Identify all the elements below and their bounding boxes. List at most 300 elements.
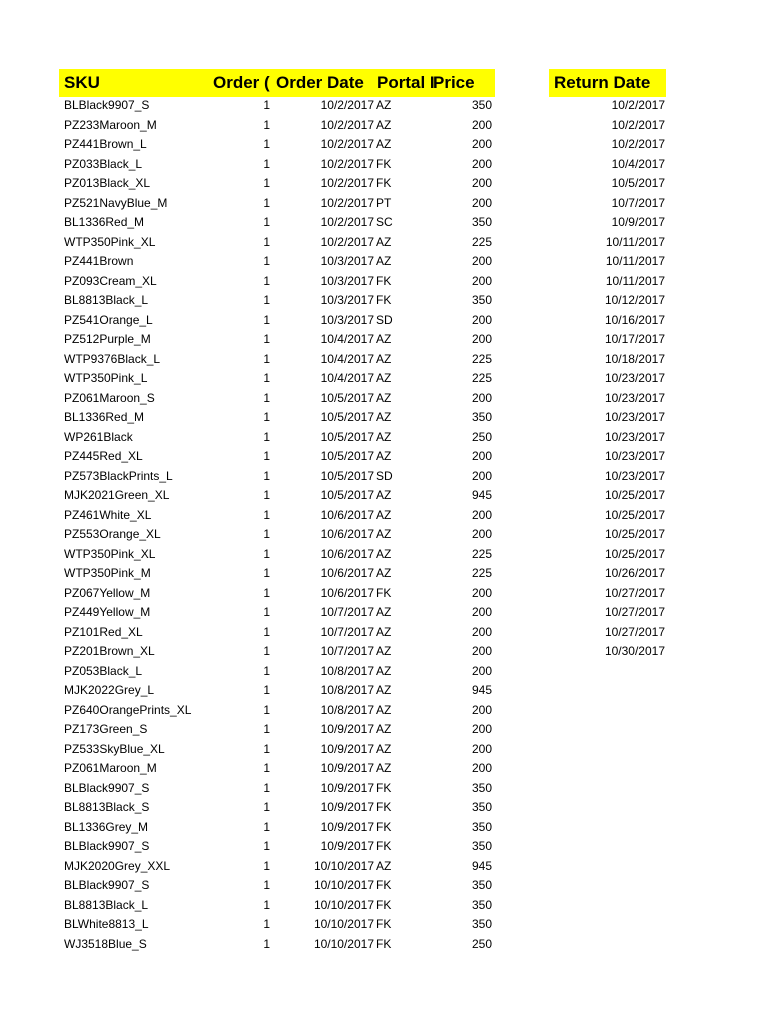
portal-cell[interactable]: AZ — [376, 488, 392, 502]
order-date-cell[interactable]: 10/10/2017 — [313, 858, 374, 873]
return-date-cell[interactable]: 10/7/2017 — [611, 195, 665, 210]
portal-cell[interactable]: AZ — [376, 332, 392, 346]
sku-cell[interactable]: BLWhite8813_L — [64, 917, 149, 931]
sku-cell[interactable]: BL1336Grey_M — [64, 819, 149, 834]
qty-cell[interactable]: 1 — [263, 702, 270, 717]
portal-cell[interactable]: AZ — [376, 234, 392, 249]
sku-cell[interactable]: PZ053Black_L — [64, 663, 143, 678]
table-row — [0, 720, 768, 740]
price-cell[interactable]: 200 — [471, 507, 492, 522]
portal-cell[interactable]: FK — [376, 936, 392, 951]
return-date-cell[interactable]: 10/30/2017 — [604, 644, 665, 658]
qty-cell[interactable]: 1 — [263, 254, 270, 268]
price-cell[interactable]: 945 — [471, 488, 492, 502]
return-date-cell[interactable]: 10/2/2017 — [611, 98, 665, 112]
sku-cell[interactable]: BLBlack9907_S — [64, 98, 150, 112]
qty-cell[interactable]: 1 — [263, 585, 270, 600]
sku-cell[interactable]: BL1336Red_M — [64, 410, 145, 424]
table-row — [0, 896, 768, 916]
sku-cell[interactable]: PZ013Black_XL — [64, 176, 151, 190]
order-date-cell[interactable]: 10/6/2017 — [320, 546, 374, 561]
price-cell[interactable]: 350 — [471, 800, 492, 814]
return-date-cell[interactable]: 10/11/2017 — [605, 254, 665, 268]
table-row — [0, 623, 768, 643]
return-date-cell[interactable]: 10/25/2017 — [604, 527, 665, 541]
qty-cell[interactable]: 1 — [263, 722, 270, 736]
order-date-cell[interactable]: 10/6/2017 — [320, 527, 374, 541]
sku-cell[interactable]: PZ553Orange_XL — [64, 527, 161, 541]
qty-cell[interactable]: 1 — [263, 390, 270, 405]
price-cell[interactable]: 350 — [471, 897, 492, 912]
portal-cell[interactable]: AZ — [376, 390, 392, 405]
order-date-cell[interactable]: 10/2/2017 — [320, 195, 374, 210]
sku-cell[interactable]: PZ173Green_S — [64, 722, 148, 736]
portal-cell[interactable]: FK — [376, 293, 392, 307]
table-row — [0, 428, 768, 448]
order-date-cell[interactable]: 10/7/2017 — [320, 644, 374, 658]
table-row — [0, 545, 768, 565]
qty-cell[interactable]: 1 — [263, 858, 270, 873]
price-cell[interactable]: 200 — [471, 117, 492, 132]
table-row — [0, 135, 768, 155]
sku-cell[interactable]: BL8813Black_L — [64, 293, 149, 307]
qty-cell[interactable]: 1 — [263, 741, 270, 756]
order-date-cell[interactable]: 10/10/2017 — [313, 878, 374, 892]
sku-cell[interactable]: PZ441Brown_L — [64, 137, 147, 151]
header-row-returns — [549, 69, 666, 97]
sku-cell[interactable]: BL1336Red_M — [64, 215, 145, 229]
portal-cell[interactable]: AZ — [376, 702, 392, 717]
header-order-qty[interactable]: Order ( — [213, 73, 270, 92]
order-date-cell[interactable]: 10/9/2017 — [320, 741, 374, 756]
qty-cell[interactable]: 1 — [263, 878, 270, 892]
table-row — [0, 311, 768, 331]
table-row — [0, 233, 768, 253]
portal-cell[interactable]: FK — [376, 878, 392, 892]
return-date-cell[interactable]: 10/27/2017 — [604, 585, 665, 600]
sku-cell[interactable]: PZ441Brown — [64, 254, 134, 268]
qty-cell[interactable]: 1 — [263, 507, 270, 522]
order-date-cell[interactable]: 10/3/2017 — [320, 273, 374, 288]
table-row — [0, 740, 768, 760]
sku-cell[interactable]: PZ461White_XL — [64, 507, 152, 522]
price-cell[interactable]: 945 — [471, 858, 492, 873]
price-cell[interactable]: 200 — [471, 312, 492, 327]
order-date-cell[interactable]: 10/4/2017 — [320, 332, 374, 346]
return-date-cell[interactable]: 10/18/2017 — [604, 351, 665, 366]
sku-cell[interactable]: PZ233Maroon_M — [64, 117, 157, 132]
order-date-cell[interactable]: 10/2/2017 — [320, 98, 374, 112]
order-date-cell[interactable]: 10/2/2017 — [320, 117, 374, 132]
qty-cell[interactable]: 1 — [263, 137, 270, 151]
sku-cell[interactable]: MJK2022Grey_L — [64, 683, 155, 697]
table-row — [0, 798, 768, 818]
order-date-cell[interactable]: 10/10/2017 — [313, 917, 374, 931]
order-date-cell[interactable]: 10/2/2017 — [320, 156, 374, 171]
price-cell[interactable]: 200 — [471, 195, 492, 210]
order-date-cell[interactable]: 10/10/2017 — [313, 897, 374, 912]
portal-cell[interactable]: AZ — [376, 254, 392, 268]
table-row — [0, 467, 768, 487]
sku-cell[interactable]: WTP350Pink_XL — [64, 546, 156, 561]
table-row — [0, 818, 768, 838]
price-cell[interactable]: 350 — [471, 98, 492, 112]
qty-cell[interactable]: 1 — [263, 117, 270, 132]
price-cell[interactable]: 225 — [471, 566, 492, 580]
qty-cell[interactable]: 1 — [263, 839, 270, 853]
portal-cell[interactable]: AZ — [376, 566, 392, 580]
table-row — [0, 408, 768, 428]
sku-cell[interactable]: PZ061Maroon_M — [64, 761, 157, 775]
qty-cell[interactable]: 1 — [263, 98, 270, 112]
header-portal[interactable]: Portal I — [377, 73, 435, 92]
return-date-cell[interactable]: 10/23/2017 — [604, 449, 665, 463]
table-row — [0, 876, 768, 896]
table-row — [0, 350, 768, 370]
portal-cell[interactable]: SD — [376, 468, 393, 483]
portal-cell[interactable]: AZ — [376, 546, 392, 561]
sku-cell[interactable]: PZ201Brown_XL — [64, 644, 155, 658]
price-cell[interactable]: 200 — [471, 585, 492, 600]
price-cell[interactable]: 200 — [471, 741, 492, 756]
table-row — [0, 174, 768, 194]
sku-cell[interactable]: BL8813Black_L — [64, 897, 149, 912]
order-date-cell[interactable]: 10/5/2017 — [320, 390, 374, 405]
sku-cell[interactable]: PZ093Cream_XL — [64, 273, 157, 288]
order-date-cell[interactable]: 10/9/2017 — [320, 800, 374, 814]
order-date-cell[interactable]: 10/5/2017 — [320, 410, 374, 424]
table-row — [0, 389, 768, 409]
price-cell[interactable]: 225 — [471, 351, 492, 366]
return-date-cell[interactable]: 10/9/2017 — [611, 215, 665, 229]
sku-cell[interactable]: WTP9376Black_L — [64, 351, 161, 366]
portal-cell[interactable]: FK — [376, 839, 392, 853]
qty-cell[interactable]: 1 — [263, 936, 270, 951]
portal-cell[interactable]: AZ — [376, 858, 392, 873]
return-date-cell[interactable]: 10/23/2017 — [604, 390, 665, 405]
price-cell[interactable]: 250 — [471, 936, 492, 951]
sku-cell[interactable]: PZ061Maroon_S — [64, 390, 155, 405]
sku-cell[interactable]: PZ449Yellow_M — [64, 605, 151, 619]
price-cell[interactable]: 200 — [471, 644, 492, 658]
table-row — [0, 642, 768, 662]
price-cell[interactable]: 200 — [471, 449, 492, 463]
order-date-cell[interactable]: 10/6/2017 — [320, 507, 374, 522]
table-row — [0, 272, 768, 292]
price-cell[interactable]: 350 — [471, 780, 492, 795]
portal-cell[interactable]: FK — [376, 819, 392, 834]
qty-cell[interactable]: 1 — [263, 683, 270, 697]
sku-cell[interactable]: BL8813Black_S — [64, 800, 150, 814]
qty-cell[interactable]: 1 — [263, 176, 270, 190]
order-date-cell[interactable]: 10/3/2017 — [320, 254, 374, 268]
return-date-cell[interactable]: 10/23/2017 — [604, 429, 665, 444]
price-cell[interactable]: 225 — [471, 371, 492, 385]
order-date-cell[interactable]: 10/5/2017 — [320, 488, 374, 502]
qty-cell[interactable]: 1 — [263, 468, 270, 483]
price-cell[interactable]: 200 — [471, 332, 492, 346]
order-date-cell[interactable]: 10/3/2017 — [320, 312, 374, 327]
header-return-date[interactable]: Return Date — [554, 73, 651, 92]
portal-cell[interactable]: FK — [376, 780, 392, 795]
sku-cell[interactable]: WJ3518Blue_S — [64, 936, 147, 951]
sku-cell[interactable]: WTP350Pink_L — [64, 371, 148, 385]
portal-cell[interactable]: AZ — [376, 351, 392, 366]
header-order-date[interactable]: Order Date — [276, 73, 364, 92]
order-date-cell[interactable]: 10/6/2017 — [320, 566, 374, 580]
sku-cell[interactable]: PZ573BlackPrints_L — [64, 468, 173, 483]
price-cell[interactable]: 200 — [471, 761, 492, 775]
price-cell[interactable]: 200 — [471, 624, 492, 639]
qty-cell[interactable]: 1 — [263, 234, 270, 249]
order-date-cell[interactable]: 10/7/2017 — [320, 624, 374, 639]
order-date-cell[interactable]: 10/5/2017 — [320, 429, 374, 444]
sku-cell[interactable]: PZ640OrangePrints_XL — [64, 702, 192, 717]
table-row — [0, 701, 768, 721]
table-row — [0, 837, 768, 857]
table-row — [0, 584, 768, 604]
order-date-cell[interactable]: 10/6/2017 — [320, 585, 374, 600]
order-date-cell[interactable]: 10/4/2017 — [320, 351, 374, 366]
price-cell[interactable]: 200 — [471, 137, 492, 151]
qty-cell[interactable]: 1 — [263, 800, 270, 814]
qty-cell[interactable]: 1 — [263, 546, 270, 561]
table-row — [0, 915, 768, 935]
qty-cell[interactable]: 1 — [263, 410, 270, 424]
header-row-orders — [59, 69, 495, 97]
table-row — [0, 486, 768, 506]
portal-cell[interactable]: AZ — [376, 663, 392, 678]
sku-cell[interactable]: WP261Black — [64, 429, 133, 444]
portal-cell[interactable]: AZ — [376, 722, 392, 736]
return-date-cell[interactable]: 10/5/2017 — [611, 176, 665, 190]
order-date-cell[interactable]: 10/8/2017 — [320, 702, 374, 717]
qty-cell[interactable]: 1 — [263, 156, 270, 171]
qty-cell[interactable]: 1 — [263, 819, 270, 834]
portal-cell[interactable]: FK — [376, 800, 392, 814]
order-date-cell[interactable]: 10/8/2017 — [320, 663, 374, 678]
order-date-cell[interactable]: 10/7/2017 — [320, 605, 374, 619]
header-price[interactable]: Price — [433, 73, 475, 92]
table-row — [0, 779, 768, 799]
qty-cell[interactable]: 1 — [263, 566, 270, 580]
sku-cell[interactable]: PZ541Orange_L — [64, 312, 153, 327]
price-cell[interactable]: 350 — [471, 819, 492, 834]
price-cell[interactable]: 945 — [471, 683, 492, 697]
table-row — [0, 525, 768, 545]
order-date-cell[interactable]: 10/8/2017 — [320, 683, 374, 697]
return-date-cell[interactable]: 10/2/2017 — [611, 137, 665, 151]
portal-cell[interactable]: SC — [376, 215, 393, 229]
return-date-cell[interactable]: 10/23/2017 — [604, 468, 665, 483]
order-date-cell[interactable]: 10/2/2017 — [320, 215, 374, 229]
portal-cell[interactable]: AZ — [376, 527, 392, 541]
sku-cell[interactable]: WTP350Pink_XL — [64, 234, 156, 249]
order-date-cell[interactable]: 10/9/2017 — [320, 761, 374, 775]
return-date-cell[interactable]: 10/26/2017 — [604, 566, 665, 580]
qty-cell[interactable]: 1 — [263, 449, 270, 463]
portal-cell[interactable]: AZ — [376, 410, 392, 424]
table-row — [0, 213, 768, 233]
qty-cell[interactable]: 1 — [263, 527, 270, 541]
portal-cell[interactable]: AZ — [376, 683, 392, 697]
table-row — [0, 330, 768, 350]
order-date-cell[interactable]: 10/5/2017 — [320, 449, 374, 463]
portal-cell[interactable]: AZ — [376, 644, 392, 658]
qty-cell[interactable]: 1 — [263, 488, 270, 502]
price-cell[interactable]: 200 — [471, 468, 492, 483]
qty-cell[interactable]: 1 — [263, 897, 270, 912]
table-row — [0, 116, 768, 136]
qty-cell[interactable]: 1 — [263, 215, 270, 229]
portal-cell[interactable]: AZ — [376, 507, 392, 522]
header-sku[interactable]: SKU — [64, 73, 100, 92]
price-cell[interactable]: 350 — [471, 410, 492, 424]
price-cell[interactable]: 200 — [471, 156, 492, 171]
price-cell[interactable]: 200 — [471, 605, 492, 619]
price-cell[interactable]: 200 — [471, 254, 492, 268]
price-cell[interactable]: 200 — [471, 722, 492, 736]
return-date-cell[interactable]: 10/12/2017 — [604, 293, 665, 307]
return-date-cell[interactable]: 10/11/2017 — [605, 273, 665, 288]
qty-cell[interactable]: 1 — [263, 605, 270, 619]
portal-cell[interactable]: SD — [376, 312, 393, 327]
portal-cell[interactable]: AZ — [376, 449, 392, 463]
table-row — [0, 681, 768, 701]
qty-cell[interactable]: 1 — [263, 429, 270, 444]
portal-cell[interactable]: AZ — [376, 741, 392, 756]
portal-cell[interactable]: AZ — [376, 624, 392, 639]
qty-cell[interactable]: 1 — [263, 312, 270, 327]
return-date-cell[interactable]: 10/27/2017 — [604, 605, 665, 619]
return-date-cell[interactable]: 10/23/2017 — [604, 371, 665, 385]
table-row — [0, 369, 768, 389]
sku-cell[interactable]: BLBlack9907_S — [64, 780, 150, 795]
order-date-cell[interactable]: 10/4/2017 — [320, 371, 374, 385]
return-date-cell[interactable]: 10/16/2017 — [604, 312, 665, 327]
table-row — [0, 155, 768, 175]
table-row — [0, 447, 768, 467]
portal-cell[interactable]: FK — [376, 156, 392, 171]
portal-cell[interactable]: AZ — [376, 117, 392, 132]
sku-cell[interactable]: PZ101Red_XL — [64, 624, 143, 639]
qty-cell[interactable]: 1 — [263, 761, 270, 775]
return-date-cell[interactable]: 10/25/2017 — [604, 507, 665, 522]
qty-cell[interactable]: 1 — [263, 195, 270, 210]
sku-cell[interactable]: MJK2021Green_XL — [64, 488, 170, 502]
return-date-cell[interactable]: 10/2/2017 — [611, 117, 665, 132]
order-date-cell[interactable]: 10/2/2017 — [320, 234, 374, 249]
order-date-cell[interactable]: 10/9/2017 — [320, 839, 374, 853]
price-cell[interactable]: 350 — [471, 293, 492, 307]
price-cell[interactable]: 350 — [471, 917, 492, 931]
sku-cell[interactable]: MJK2020Grey_XXL — [64, 858, 171, 873]
order-date-cell[interactable]: 10/9/2017 — [320, 722, 374, 736]
table-row — [0, 935, 768, 955]
price-cell[interactable]: 250 — [471, 429, 492, 444]
qty-cell[interactable]: 1 — [263, 917, 270, 931]
order-date-cell[interactable]: 10/9/2017 — [320, 780, 374, 795]
return-date-cell[interactable]: 10/25/2017 — [604, 546, 665, 561]
return-date-cell[interactable]: 10/23/2017 — [604, 410, 665, 424]
table-row — [0, 857, 768, 877]
sku-cell[interactable]: WTP350Pink_M — [64, 566, 151, 580]
table-row — [0, 96, 768, 116]
table-row — [0, 252, 768, 272]
price-cell[interactable]: 350 — [471, 839, 492, 853]
return-date-cell[interactable]: 10/17/2017 — [604, 332, 665, 346]
portal-cell[interactable]: FK — [376, 273, 392, 288]
portal-cell[interactable]: AZ — [376, 429, 392, 444]
qty-cell[interactable]: 1 — [263, 371, 270, 385]
order-date-cell[interactable]: 10/2/2017 — [320, 176, 374, 190]
sku-cell[interactable]: BLBlack9907_S — [64, 878, 150, 892]
price-cell[interactable]: 200 — [471, 527, 492, 541]
qty-cell[interactable]: 1 — [263, 624, 270, 639]
qty-cell[interactable]: 1 — [263, 293, 270, 307]
portal-cell[interactable]: AZ — [376, 137, 392, 151]
price-cell[interactable]: 350 — [471, 215, 492, 229]
price-cell[interactable]: 200 — [471, 702, 492, 717]
order-date-cell[interactable]: 10/10/2017 — [313, 936, 374, 951]
table-row — [0, 759, 768, 779]
qty-cell[interactable]: 1 — [263, 644, 270, 658]
price-cell[interactable]: 225 — [471, 546, 492, 561]
price-cell[interactable]: 225 — [471, 234, 492, 249]
portal-cell[interactable]: AZ — [376, 98, 392, 112]
qty-cell[interactable]: 1 — [263, 332, 270, 346]
order-date-cell[interactable]: 10/5/2017 — [320, 468, 374, 483]
portal-cell[interactable]: FK — [376, 585, 392, 600]
table-row — [0, 564, 768, 584]
portal-cell[interactable]: AZ — [376, 371, 392, 385]
price-cell[interactable]: 200 — [471, 273, 492, 288]
table-row — [0, 603, 768, 623]
portal-cell[interactable]: FK — [376, 897, 392, 912]
sku-cell[interactable]: PZ533SkyBlue_XL — [64, 741, 165, 756]
price-cell[interactable]: 200 — [471, 663, 492, 678]
sku-cell[interactable]: PZ033Black_L — [64, 156, 143, 171]
qty-cell[interactable]: 1 — [263, 663, 270, 678]
sku-cell[interactable]: BLBlack9907_S — [64, 839, 150, 853]
order-date-cell[interactable]: 10/2/2017 — [320, 137, 374, 151]
portal-cell[interactable]: FK — [376, 176, 392, 190]
table-row — [0, 506, 768, 526]
portal-cell[interactable]: FK — [376, 917, 392, 931]
portal-cell[interactable]: PT — [376, 195, 392, 210]
qty-cell[interactable]: 1 — [263, 351, 270, 366]
sku-cell[interactable]: PZ067Yellow_M — [64, 585, 151, 600]
table-row — [0, 662, 768, 682]
portal-cell[interactable]: AZ — [376, 605, 392, 619]
sku-cell[interactable]: PZ512Purple_M — [64, 332, 151, 346]
portal-cell[interactable]: AZ — [376, 761, 392, 775]
price-cell[interactable]: 200 — [471, 176, 492, 190]
return-date-cell[interactable]: 10/4/2017 — [611, 156, 665, 171]
qty-cell[interactable]: 1 — [263, 780, 270, 795]
sku-cell[interactable]: PZ445Red_XL — [64, 449, 143, 463]
return-date-cell[interactable]: 10/27/2017 — [604, 624, 665, 639]
table-row — [0, 194, 768, 214]
price-cell[interactable]: 200 — [471, 390, 492, 405]
sku-cell[interactable]: PZ521NavyBlue_M — [64, 195, 168, 210]
return-date-cell[interactable]: 10/11/2017 — [605, 234, 665, 249]
qty-cell[interactable]: 1 — [263, 273, 270, 288]
order-date-cell[interactable]: 10/9/2017 — [320, 819, 374, 834]
return-date-cell[interactable]: 10/25/2017 — [604, 488, 665, 502]
price-cell[interactable]: 350 — [471, 878, 492, 892]
order-date-cell[interactable]: 10/3/2017 — [320, 293, 374, 307]
